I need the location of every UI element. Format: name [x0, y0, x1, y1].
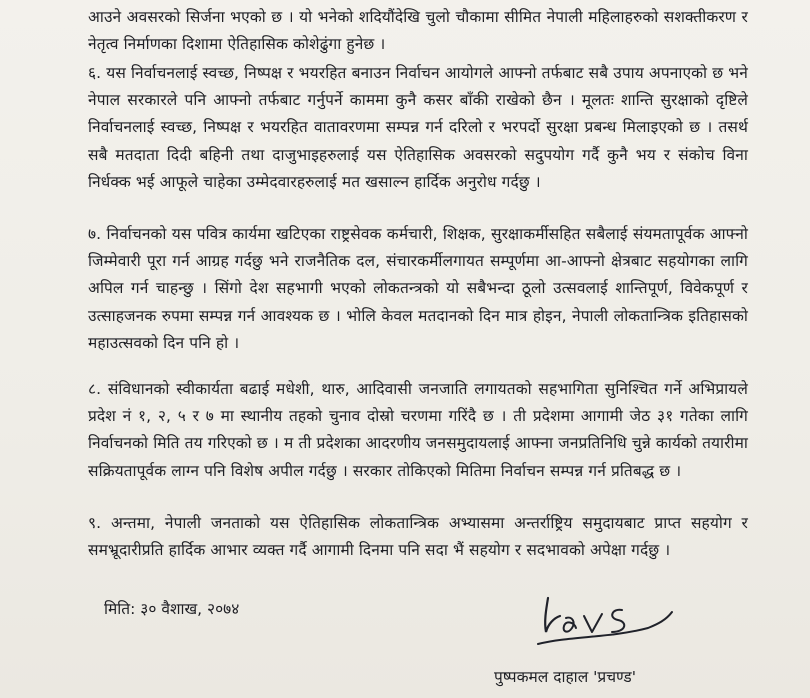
signatory-name: पुष्पकमल दाहाल 'प्रचण्ड' [494, 668, 636, 686]
paragraph-6: ६. यस निर्वाचनलाई स्वच्छ, निष्पक्ष र भयरहित बनाउन निर्वाचन आयोगले आफ्नो तर्फबाट सबै उपाय अपनाएको छ भने नेपाल सरकारले पनि आफ्नो तर्फबाट गर्नुपर्ने काममा कुनै कसर बाँकी राखेको छैन । मूलतः शान्ति सुरक्षाको दृष्टिले निर्वाचनलाई स्वच्छ, निष्पक्ष र भयरहित वातावरणमा सम्पन्न गर्न दरिलो र भरपर्दो सुरक्षा प्रबन्ध मिलाइएको छ । तसर्थ सबै मतदाता दिदी बहिनी तथा दाजुभाइहरुलाई यस ऐतिहासिक अवसरको सदुपयोग गर्दै कुनै भय र संकोच विना निर्धक्क भई आफूले चाहेका उम्मेदवारहरुलाई मत खसाल्न हार्दिक अनुरोध गर्दछु । [88, 64, 748, 191]
paragraph-7: ७. निर्वाचनको यस पवित्र कार्यमा खटिएका राष्ट्रसेवक कर्मचारी, शिक्षक, सुरक्षाकर्मीसहित सबैलाई संयमतापूर्वक आफ्नो जिम्मेवारी पूरा गर्न आग्रह गर्दछु भने राजनैतिक दल, संचारकर्मीलगायत सम्पूर्णमा आ-आफ्नो क्षेत्रबाट सहयोगका लागि अपिल गर्न चाहन्छु । सिंगो देश सहभागी भएको लोकतन्त्रको यो सबैभन्दा ठूलो उत्सवलाई शान्तिपूर्ण, विवेकपूर्ण र उत्साहजनक रुपमा सम्पन्न गर्न आवश्यक छ । भोलि केवल मतदानको दिन मात्र होइन, नेपाली लोकतान्त्रिक इतिहासको महाउत्सवको दिन पनि हो । [88, 225, 748, 352]
intro-paragraph: आउने अवसरको सिर्जना भएको छ । यो भनेको शदियौंदेखि चुलो चौकामा सीमित नेपाली महिलाहरुको सशक्तीकरण र नेतृत्व निर्माणका दिशामा ऐतिहासिक कोशेढुंगा हुनेछ । [88, 8, 748, 54]
handwritten-signature [530, 588, 680, 650]
paragraph-8: ८. संविधानको स्वीकार्यता बढाई मधेशी, थारु, आदिवासी जनजाति लगायतको सहभागिता सुनिश्चित गर्ने अभिप्रायले प्रदेश नं १, २, ५ र ७ मा स्थानीय तहको चुनाव दोस्रो चरणमा गरिंदै छ । ती प्रदेशमा आगामी जेठ ३१ गतेका लागि निर्वाचनको मिति तय गरिएको छ । म ती प्रदेशका आदरणीय जनसमुदायलाई आफ्ना जनप्रतिनिधि चुन्ने कार्यको तयारीमा सक्रियतापूर्वक लाग्न पनि विशेष अपील गर्दछु । सरकार तोकिएको मितिमा निर्वाचन सम्पन्न गर्न प्रतिबद्ध छ । [88, 380, 748, 480]
paragraph-9: ९. अन्तमा, नेपाली जनताको यस ऐतिहासिक लोकतान्त्रिक अभ्यासमा अन्तर्राष्ट्रिय समुदायबाट प्राप्त सहयोग र समभ्रूदारीप्रति हार्दिक आभार व्यक्त गर्दै आगामी दिनमा पनि सदा भैं सहयोग र सदभावको अपेक्षा गर्दछु । [88, 514, 748, 560]
document-date: मिति: ३० वैशाख, २०७४ [104, 600, 240, 618]
